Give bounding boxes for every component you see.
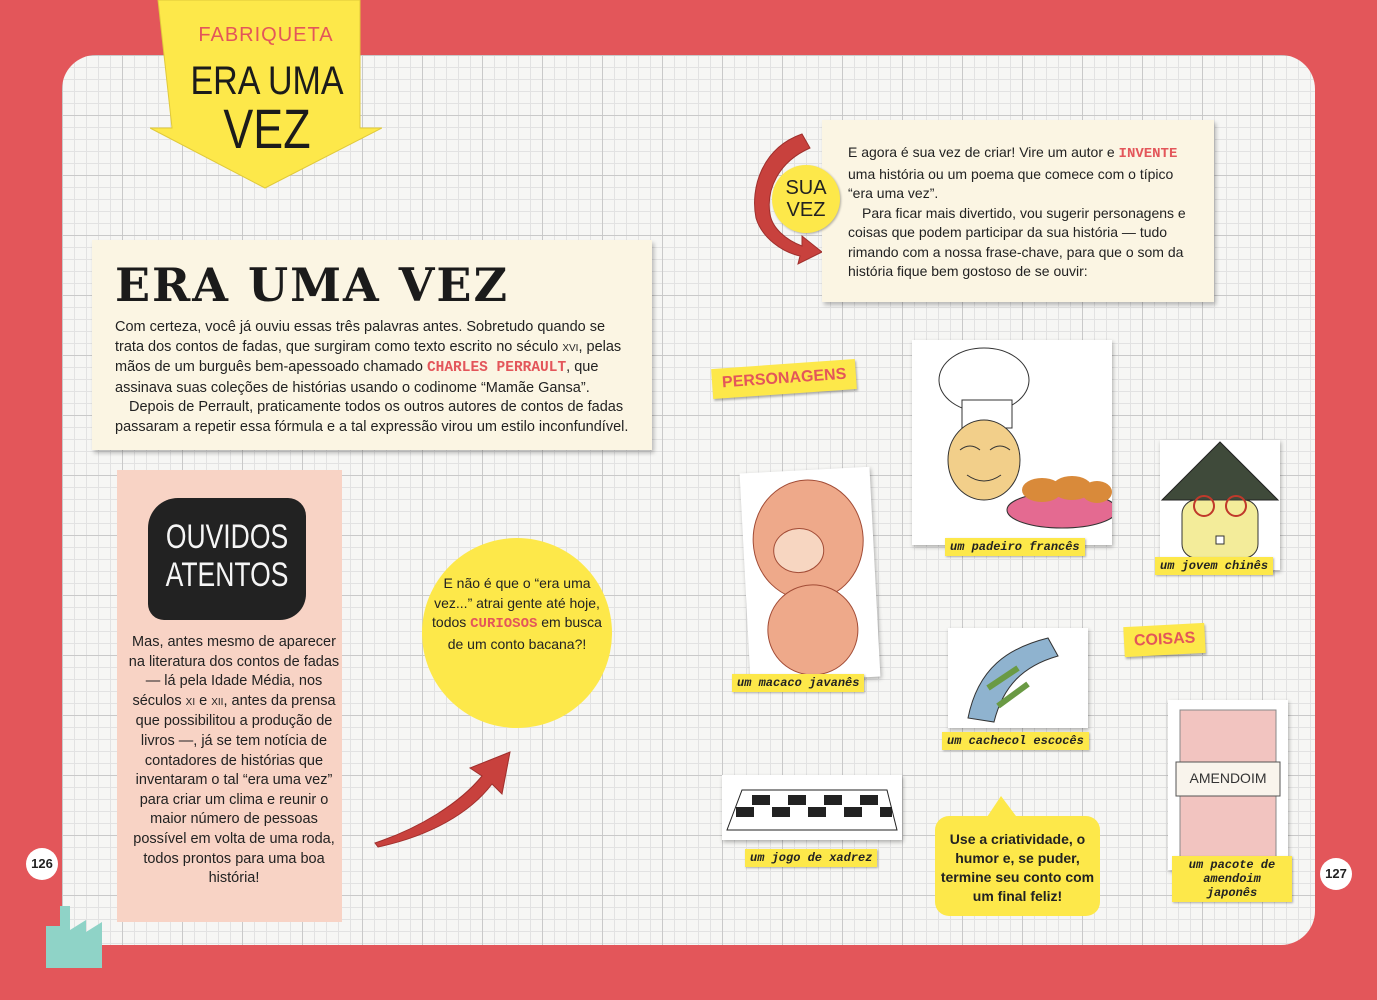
curiosos-highlight: CURIOSOS	[470, 616, 538, 632]
intro-p1-a: Com certeza, você já ouviu essas três palavras antes. Sobretudo quando se trata dos contos de fadas, que surgiram como texto escrito no século	[115, 319, 606, 355]
sua-vez-line1: SUA	[785, 177, 827, 199]
page-title: ERA UMA VEZ	[115, 258, 510, 312]
chines-label: um jovem chinês	[1155, 557, 1273, 575]
century-xii: XII	[211, 696, 224, 708]
macaco-drawing	[740, 467, 881, 684]
macaco-label: um macaco javanês	[732, 674, 864, 692]
scarf-icon	[948, 628, 1088, 728]
monkey-icon	[740, 467, 881, 684]
chines-drawing	[1160, 440, 1280, 570]
banner-title-line1: ERA UMA	[190, 59, 344, 103]
page-number-right: 127	[1320, 858, 1352, 890]
ouvidos-title-blob	[148, 498, 306, 620]
intro-p1-c: , que assinava suas coleções de histórias usando o codinome “Mamãe Gansa”.	[115, 359, 599, 396]
baker-icon	[912, 340, 1112, 545]
sua-vez-line2: VEZ	[786, 199, 826, 221]
factory-icon	[46, 896, 111, 968]
sua-vez-p1-b: uma história ou um poema que comece com o típico “era uma vez”.	[848, 165, 1174, 201]
intro-text	[115, 318, 635, 438]
ouvidos-title-line1: OUVIDOS	[165, 518, 289, 556]
padeiro-label: um padeiro francês	[945, 538, 1085, 556]
ouvidos-text-b: e	[195, 692, 212, 709]
intro-p1-b: , pelas mãos de um burguês bem-apessoado chamado	[115, 338, 622, 376]
cachecol-drawing	[948, 628, 1088, 728]
circle-text-b: em busca de um conto bacana?!	[447, 614, 602, 652]
padeiro-drawing	[912, 340, 1112, 545]
intro-p2: Depois de Perrault, praticamente todos os outros autores de contos de fadas passaram a repetir essa fórmula e a tal expressão virou um estilo inconfundível.	[115, 399, 629, 435]
sua-vez-p2: Para ficar mais divertido, vou sugerir personagens e coisas que podem participar da sua história — tudo rimando com a nossa frase-chave, para que o som da história fique bem gostoso de se ouvir:	[848, 204, 1186, 279]
charles-perrault-highlight: CHARLES PERRAULT	[426, 360, 567, 377]
century-xi: XI	[185, 696, 196, 708]
invente-highlight: INVENTE	[1118, 146, 1178, 162]
amendoim-bag-text: AMENDOIM	[1189, 770, 1267, 786]
xadrez-drawing	[722, 775, 902, 840]
curiosos-text	[432, 574, 602, 654]
sua-vez-p1-a: E agora é sua vez de criar! Vire um autor e	[848, 144, 1119, 160]
banner-label: FABRIQUETA	[198, 24, 334, 46]
page-number-left: 126	[26, 848, 58, 880]
sua-vez-badge	[772, 165, 840, 233]
circle-text-a: E não é que o “era uma vez...” atrai gente até hoje, todos	[432, 575, 600, 630]
ouvidos-text-c: , antes da prensa que possibilitou a produção de livros —, já se tem notícia de contadores de histórias que inventaram o tal “era uma vez” para criar um clima e reunir o maior número de pessoas possível em volta de uma roda, todos prontos para uma boa história!	[133, 692, 336, 887]
chinese-boy-icon	[1160, 440, 1280, 570]
cachecol-label: um cachecol escocês	[942, 732, 1089, 750]
ouvidos-text-a: Mas, antes mesmo de aparecer na literatura dos contos de fadas — lá pela Idade Média, nos séculos	[128, 634, 340, 709]
chess-board-icon	[722, 775, 902, 840]
red-arrow-icon	[370, 748, 520, 848]
xadrez-label: um jogo de xadrez	[745, 849, 877, 867]
final-feliz-text: Use a criatividade, o humor e, se puder, termine seu conto com um final feliz!	[940, 831, 1095, 904]
amendoim-drawing	[1168, 700, 1288, 870]
ouvidos-title-line2: ATENTOS	[165, 556, 289, 594]
coisas-tag: COISAS	[1123, 623, 1206, 657]
ouvidos-text	[128, 633, 340, 889]
banner-title-line2: VEZ	[223, 97, 311, 160]
intro-century: XVI	[562, 342, 579, 354]
sua-vez-text	[848, 143, 1194, 282]
fabriqueta-banner	[150, 0, 382, 190]
amendoim-label: um pacote de amendoim japonês	[1172, 856, 1292, 902]
personagens-tag: PERSONAGENS	[711, 359, 857, 399]
